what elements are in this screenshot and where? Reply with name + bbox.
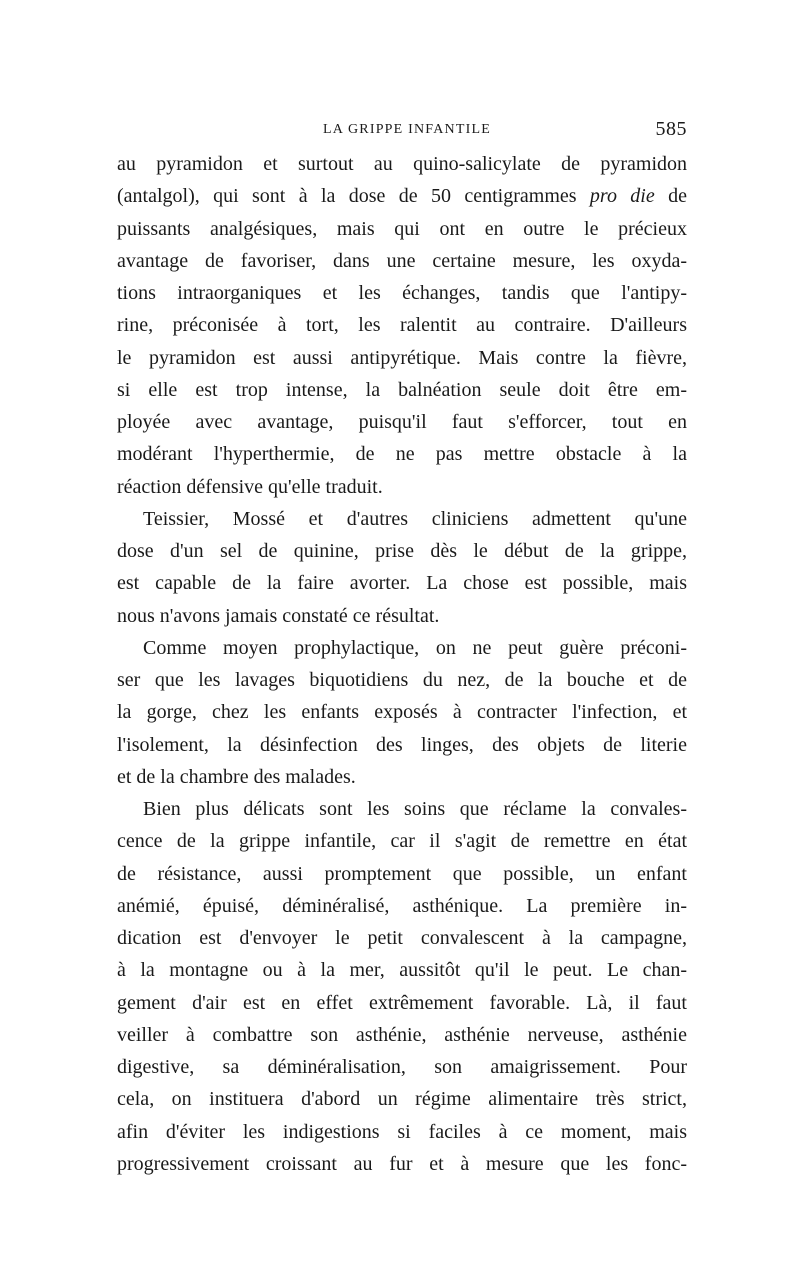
text-line: si elle est trop intense, la balnéation seule doit être em- [117,378,687,401]
text-line: au pyramidon et surtout au quino-salicylate de pyramidon [117,153,687,175]
text-line: cence de la grippe infantile, car il s'agit de remettre en état [117,830,687,853]
text-line: progressivement croissant au fur et à mesure que les fonc- [117,1152,687,1175]
text-line: le pyramidon est aussi antipyrétique. Mais contre la fièvre, [117,346,687,369]
text-line: digestive, sa déminéralisation, son amaigrissement. Pour [117,1056,687,1078]
text-line: l'isolement, la désinfection des linges, des objets de literie [117,733,687,756]
running-head [117,118,687,146]
text-line: et de la chambre des malades. [117,765,356,788]
text-line: modérant l'hyperthermie, de ne pas mettre obstacle à la [117,443,687,466]
page-number: 585 [655,118,687,140]
text-line: cela, on instituera d'abord un régime alimentaire très strict, [117,1088,687,1111]
text-line: à la montagne ou à la mer, aussitôt qu'il le peut. Le chan- [117,959,687,982]
text-line: veiller à combattre son asthénie, asthénie nerveuse, asthénie [117,1023,687,1046]
text-line: est capable de la faire avorter. La chose est possible, mais [117,572,687,595]
text-line: tions intraorganiques et les échanges, tandis que l'antipy- [117,282,687,304]
text-line: la gorge, chez les enfants exposés à contracter l'infection, et [117,701,687,724]
text-line: réaction défensive qu'elle traduit. [117,475,383,498]
text-line: afin d'éviter les indigestions si faciles à ce moment, mais [117,1120,687,1143]
text-line: avantage de favoriser, dans une certaine mesure, les oxyda- [117,249,687,272]
text-line: ser que les lavages biquotidiens du nez, de la bouche et de [117,669,687,691]
italic-phrase: pro die [589,185,655,208]
text-segment: (antalgol), qui sont à la dose de 50 centigrammes [117,185,577,208]
paragraph-first-line: Comme moyen prophylactique, on ne peut guère préconi- [143,636,687,659]
text-line: dication est d'envoyer le petit convalescent à la campagne, [117,927,687,949]
text-segment: de [668,185,687,208]
running-title: LA GRIPPE INFANTILE [323,122,491,137]
paragraph-first-line: Teissier, Mossé et d'autres cliniciens admettent qu'une [143,507,687,530]
text-line: anémié, épuisé, déminéralisé, asthénique. La première in- [117,894,687,917]
text-line [117,180,687,212]
text-line: rine, préconisée à tort, les ralentit au contraire. D'ailleurs [117,314,687,337]
text-line: dose d'un sel de quinine, prise dès le début de la grippe, [117,540,687,562]
text-line: nous n'avons jamais constaté ce résultat. [117,604,440,627]
body-text [117,148,687,1180]
text-line: ployée avec avantage, puisqu'il faut s'efforcer, tout en [117,411,687,433]
text-line: de résistance, aussi promptement que possible, un enfant [117,862,687,885]
paragraph-first-line: Bien plus délicats sont les soins que réclame la convales- [143,798,687,820]
text-line: puissants analgésiques, mais qui ont en outre le précieux [117,217,687,240]
text-line: gement d'air est en effet extrêmement favorable. Là, il faut [117,991,687,1014]
